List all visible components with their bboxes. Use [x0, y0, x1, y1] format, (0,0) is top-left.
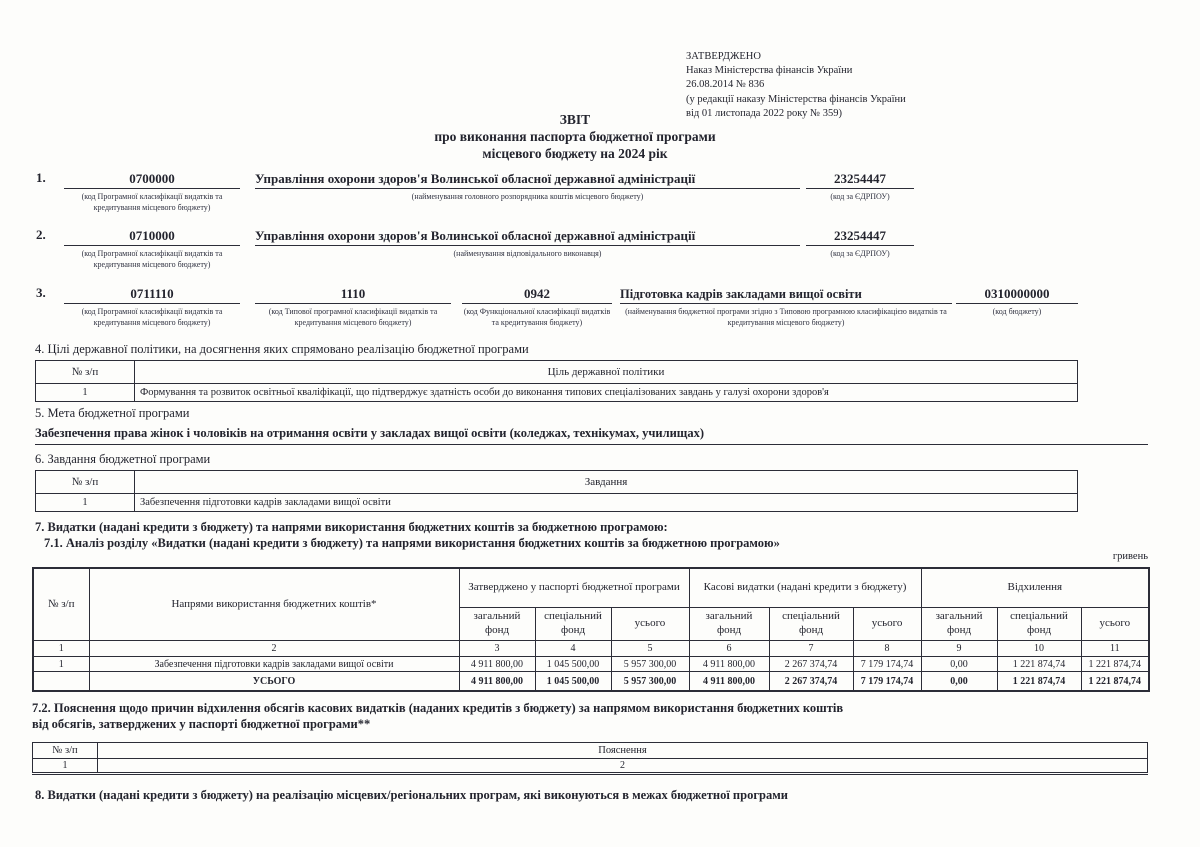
approval-line: ЗАТВЕРДЖЕНО [686, 51, 761, 62]
row-number: 2. [36, 227, 46, 242]
col-number: 1 [33, 758, 98, 773]
fund-total-header: усього [853, 608, 921, 641]
section-7-heading: 7. Видатки (надані кредити з бюджету) та напрями використання бюджетних коштів за бюджетною програмою: [35, 520, 668, 534]
total-value-cell: 1 045 500,00 [535, 672, 611, 692]
value-cell: 1 221 874,74 [997, 657, 1081, 672]
total-label-cell: УСЬОГО [89, 672, 459, 692]
group-header-deviation: Відхилення [921, 568, 1149, 608]
program-class-code-field [64, 283, 240, 328]
fund-general-header: загальний фонд [689, 608, 769, 641]
expenditures-table [32, 567, 1150, 692]
section-5-heading: 5. Мета бюджетної програми [35, 406, 190, 420]
field-caption: (код Програмної класифікації видатків та кредитування місцевого бюджету) [81, 192, 223, 213]
column-number-row [33, 641, 1149, 657]
row-num-cell: 1 [36, 494, 135, 512]
col-number: 2 [89, 641, 459, 657]
section-7-1-subheading: 7.1. Аналіз розділу «Видатки (надані кредити з бюджету) та напрями використання бюджетних коштів за бюджетною програмою» [44, 536, 780, 551]
fund-general-header: загальний фонд [921, 608, 997, 641]
total-value-cell: 0,00 [921, 672, 997, 692]
value-cell: 7 179 174,74 [853, 657, 921, 672]
column-header-task: Завдання [135, 471, 1078, 494]
table-row [36, 384, 1078, 402]
column-header-explanation: Пояснення [98, 742, 1148, 758]
approval-line: (у редакції наказу Міністерства фінансів України [686, 93, 906, 105]
total-value-cell: 1 221 874,74 [997, 672, 1081, 692]
column-header-num: № з/п [36, 471, 135, 494]
total-value-cell: 7 179 174,74 [853, 672, 921, 692]
report-title [0, 112, 1150, 163]
section-6-heading: 6. Завдання бюджетної програми [35, 452, 211, 466]
direction-cell: Забезпечення підготовки кадрів закладами вищої освіти [89, 657, 459, 672]
report-title-line: ЗВІТ [559, 112, 591, 127]
budget-code-field [956, 283, 1078, 317]
col-number: 1 [33, 641, 89, 657]
empty-cell [33, 672, 89, 692]
value-cell: 2 267 374,74 [769, 657, 853, 672]
table-row [36, 494, 1078, 512]
approval-line: 26.08.2014 № 836 [686, 79, 765, 91]
row-num-cell: 1 [36, 384, 135, 402]
section-7-heading-block [35, 519, 780, 552]
edrpou-field [806, 168, 914, 202]
currency-note: гривень [1112, 551, 1148, 562]
field-value: 1110 [255, 283, 451, 304]
column-number-row [33, 758, 1148, 773]
row-num-cell: 1 [33, 657, 89, 672]
report-title-line: місцевого бюджету на 2024 рік [482, 145, 668, 161]
report-title-line: про виконання паспорта бюджетної програми [434, 128, 716, 144]
field-value: 23254447 [806, 225, 914, 246]
col-number: 9 [921, 641, 997, 657]
col-number: 10 [997, 641, 1081, 657]
section-4-heading: 4. Цілі державної політики, на досягнення яких спрямовано реалізацію бюджетної програми [35, 342, 529, 356]
value-cell: 5 957 300,00 [611, 657, 689, 672]
goal-text-cell: Формування та розвиток освітньої кваліфікації, що підтверджує здатність особи до виконання типових спеціалізованих завдань у галузі охорони здоров'я [135, 384, 1078, 402]
col-number: 3 [459, 641, 535, 657]
section-7-2-heading-line2: від обсягів, затверджених у паспорті бюджетної програми** [32, 717, 371, 732]
total-value-cell: 5 957 300,00 [611, 672, 689, 692]
field-value: 0942 [462, 283, 612, 304]
field-caption: (код за ЄДРПОУ) [830, 249, 890, 258]
field-value: 0310000000 [956, 283, 1078, 304]
value-cell: 0,00 [921, 657, 997, 672]
field-caption: (код Функціональної класифікації видатків та кредитування бюджету) [463, 307, 611, 328]
field-caption: (код бюджету) [992, 307, 1042, 316]
total-value-cell: 1 221 874,74 [1081, 672, 1149, 692]
value-cell: 4 911 800,00 [459, 657, 535, 672]
field-caption: (найменування бюджетної програми згідно з Типовою програмною класифікацією видатків та кредитування місцевого бюджету) [625, 307, 947, 328]
field-value: Управління охорони здоров'я Волинської обласної державної адміністрації [255, 168, 800, 189]
field-caption: (код Програмної класифікації видатків та кредитування місцевого бюджету) [81, 307, 223, 328]
field-caption: (найменування головного розпорядника коштів місцевого бюджету) [411, 192, 644, 201]
field-caption: (код за ЄДРПОУ) [830, 192, 890, 201]
total-value-cell: 4 911 800,00 [459, 672, 535, 692]
typical-class-code-field [255, 283, 451, 328]
main-administrator-field [255, 168, 800, 202]
column-header-goal: Ціль державної політики [135, 361, 1078, 384]
section-7-2-explanations [32, 700, 1148, 775]
table-header-row [36, 361, 1078, 384]
section-6-program-tasks [35, 452, 1078, 512]
functional-class-code-field [462, 283, 612, 328]
approval-line: Наказ Міністерства фінансів України [686, 65, 853, 77]
field-value: Управління охорони здоров'я Волинської обласної державної адміністрації [255, 225, 800, 246]
col-number: 5 [611, 641, 689, 657]
field-caption: (код Програмної класифікації видатків та кредитування місцевого бюджету) [81, 249, 223, 270]
policy-goals-table [35, 360, 1078, 402]
responsible-executor-field [255, 225, 800, 259]
edrpou-field [806, 225, 914, 259]
fund-total-header: усього [611, 608, 689, 641]
fund-special-header: спеціальний фонд [535, 608, 611, 641]
column-header-num: № з/п [33, 568, 89, 641]
field-value: 0700000 [64, 168, 240, 189]
col-number: 8 [853, 641, 921, 657]
fund-general-header: загальний фонд [459, 608, 535, 641]
value-cell: 4 911 800,00 [689, 657, 769, 672]
row-number: 3. [36, 285, 46, 300]
table-row [33, 657, 1149, 672]
table-header-row [33, 742, 1148, 758]
expenditures-table-wrap [32, 567, 1148, 692]
table-header-row [36, 471, 1078, 494]
value-cell: 1 045 500,00 [535, 657, 611, 672]
col-number: 2 [98, 758, 1148, 773]
fund-special-header: спеціальний фонд [769, 608, 853, 641]
explanations-table [32, 742, 1148, 775]
field-caption: (найменування відповідального виконавця) [453, 249, 602, 258]
value-cell: 1 221 874,74 [1081, 657, 1149, 672]
approval-line: від 01 листопада 2022 року № 359) [686, 107, 842, 119]
field-value: Підготовка кадрів закладами вищої освіти [620, 283, 952, 304]
row-number: 1. [36, 170, 46, 185]
total-value-cell: 2 267 374,74 [769, 672, 853, 692]
group-header-approved: Затверджено у паспорті бюджетної програми [459, 568, 689, 608]
total-row [33, 672, 1149, 692]
col-number: 4 [535, 641, 611, 657]
section-4-policy-goals [35, 342, 1078, 402]
col-number: 7 [769, 641, 853, 657]
section-7-2-heading-line1: 7.2. Пояснення щодо причин відхилення обсягів касових видатків (наданих кредитів з бюджету) за напрямом використання бюджетних коштів [32, 701, 844, 715]
field-value: 0710000 [64, 225, 240, 246]
column-header-num: № з/п [33, 742, 98, 758]
group-header-row [33, 568, 1149, 608]
col-number: 6 [689, 641, 769, 657]
column-header-num: № з/п [36, 361, 135, 384]
field-value: 23254447 [806, 168, 914, 189]
group-header-cash: Касові видатки (надані кредити з бюджету) [689, 568, 921, 608]
column-header-directions: Напрями використання бюджетних коштів* [89, 568, 459, 641]
task-text-cell: Забезпечення підготовки кадрів закладами вищої освіти [135, 494, 1078, 512]
fund-total-header: усього [1081, 608, 1149, 641]
section-5-program-goal [35, 406, 1148, 445]
approval-block [686, 50, 906, 121]
fund-special-header: спеціальний фонд [997, 608, 1081, 641]
col-number: 11 [1081, 641, 1149, 657]
field-value: 0711110 [64, 283, 240, 304]
program-class-code-field [64, 168, 240, 213]
section-8-heading: 8. Видатки (надані кредити з бюджету) на реалізацію місцевих/регіональних програм, які виконуються в межах бюджетної програми [35, 788, 788, 802]
tasks-table [35, 470, 1078, 512]
budget-program-name-field [620, 283, 952, 328]
total-value-cell: 4 911 800,00 [689, 672, 769, 692]
program-class-code-field [64, 225, 240, 270]
program-goal-text: Забезпечення права жінок і чоловіків на отримання освіти у закладах вищої освіти (коледжах, технікумах, училищах) [35, 423, 1148, 445]
field-caption: (код Типової програмної класифікації видатків та кредитування місцевого бюджету) [268, 307, 438, 328]
